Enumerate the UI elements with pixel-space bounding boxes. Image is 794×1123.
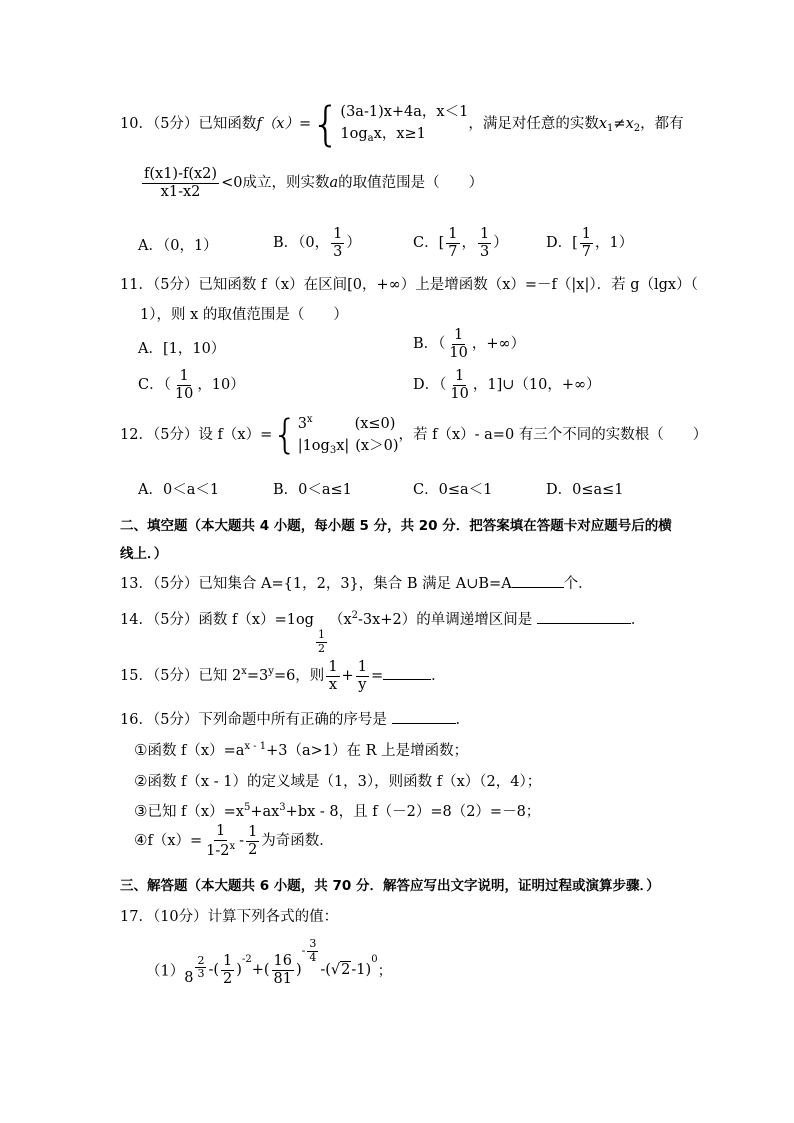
- q10-option-c[interactable]: C．[ $\frac{1}{7}$ ， $\frac{1}{3}$ ）: [413, 226, 508, 260]
- question-11: 11．（5分）已知函数 f（x）在区间[0，+∞）上是增函数（x）=－f（|x|）．若 g（lgx）（: [120, 277, 698, 293]
- question-12: 12．（5分）设 f（x）={ 3$^x$ (x≤0) $|1og_3x|$ (x＞0) ，若 f（x）- a=0 有三个不同的实数根（ ）: [120, 411, 708, 458]
- question-10: 10．（5分）已知函数f（x）={ (3a-1)x+4a，x＜1 $1og_ax$，x≥1 ，满足对任意的实数$x_1\ne x_2$，都有: [120, 97, 684, 151]
- q17-part-1: （1）8 $\frac{2}{3}$ -( $\frac{1}{2}$ )$^{-2}$+( $\frac{16}{81}$ )$^{- \frac{3}{4}}$ $-(√2-1)^0$；: [146, 937, 393, 987]
- q12-cases: 3$^x$ (x≤0) $|1og_3x|$ (x＞0): [297, 414, 399, 456]
- section-2-heading: 二、填空题（本大题共 4 小题，每小题 5 分，共 20 分．把答案填在答题卡对应题号后的横: [120, 518, 672, 534]
- piecewise-brace: {: [272, 411, 298, 458]
- q10-fraction: $\frac{f(x1)-f(x2)}{x1-x2}$: [144, 166, 218, 200]
- q10-cases: (3a-1)x+4a，x＜1 $1og_ax$，x≥1: [340, 104, 469, 144]
- q11-option-b[interactable]: B．（ $\frac{1}{10}$ ，+∞）: [413, 327, 526, 361]
- question-15: 15．（5分）已知 $2^x=3^y=6$，则 $\frac{1}{x}$ + $\frac{1}{y}$ = ．: [120, 659, 446, 693]
- question-13: 13．（5分）已知集合 A={1，2，3}，集合 B 满足 A∪B=A 个．: [120, 576, 593, 592]
- q10-option-b[interactable]: B．（0， $\frac{1}{3}$ ）: [273, 226, 361, 260]
- answer-blank[interactable]: [383, 679, 431, 680]
- q16-item-4: ④f（x）= $\frac{1}{1-2^x}$ - $\frac{1}{2}$ 为奇函数．: [134, 823, 334, 859]
- q10-option-a[interactable]: A．（0，1）: [138, 238, 218, 254]
- question-16: 16．（5分）下列命题中所有正确的序号是 ．: [120, 712, 471, 728]
- q16-item-2: ②函数 f（x - 1）的定义域是（1，3），则函数 f（x）（2，4）；: [134, 772, 542, 790]
- q16-item-1: ①函数 $f(x)=a^{x - 1}+3(a>1)$在 R 上是增函数；: [134, 741, 469, 759]
- piecewise-brace: {: [311, 97, 341, 151]
- q16-item-3: ③已知 $f(x)=x^5+ax^3+bx - 8$，且 f（－2）=8（2）=－8；: [134, 802, 541, 820]
- q10-option-d[interactable]: D．[ $\frac{1}{7}$ ，1）: [546, 226, 634, 260]
- q12-option-c[interactable]: C．0≤a＜1: [413, 482, 493, 498]
- section-2-heading-cont: 线上．）: [120, 546, 168, 562]
- q11-line2: 1），则 x 的取值范围是（ ）: [140, 307, 348, 323]
- q10-condition: $\frac{f(x1)-f(x2)}{x1-x2}$ <0成立，则实数a的取值范围是（ ）: [144, 166, 484, 200]
- question-14: 14．（5分）函数 f（x）=1og $\frac{1}{2}$ $(x^2-3x+2)$的单调递增区间是 ．: [120, 610, 646, 655]
- q10-label: 10．（5分）已知函数: [120, 116, 257, 132]
- q12-option-a[interactable]: A．0＜a＜1: [138, 482, 220, 498]
- q11-option-c[interactable]: C．（ $\frac{1}{10}$ ，10）: [138, 368, 245, 402]
- answer-blank[interactable]: [512, 587, 564, 588]
- q11-option-d[interactable]: D．（ $\frac{1}{10}$ ，1]∪（10，+∞）: [413, 368, 601, 402]
- answer-blank[interactable]: [537, 623, 631, 624]
- question-17: 17．（10分）计算下列各式的值：: [120, 909, 339, 925]
- q11-option-a[interactable]: A．[1，10）: [138, 341, 226, 357]
- q12-option-d[interactable]: D．0≤a≤1: [546, 482, 624, 498]
- answer-blank[interactable]: [392, 723, 456, 724]
- section-3-heading: 三、解答题（本大题共 6 小题，共 70 分．解答应写出文字说明，证明过程或演算步骤．）: [120, 878, 660, 894]
- q12-option-b[interactable]: B．0＜a≤1: [273, 482, 352, 498]
